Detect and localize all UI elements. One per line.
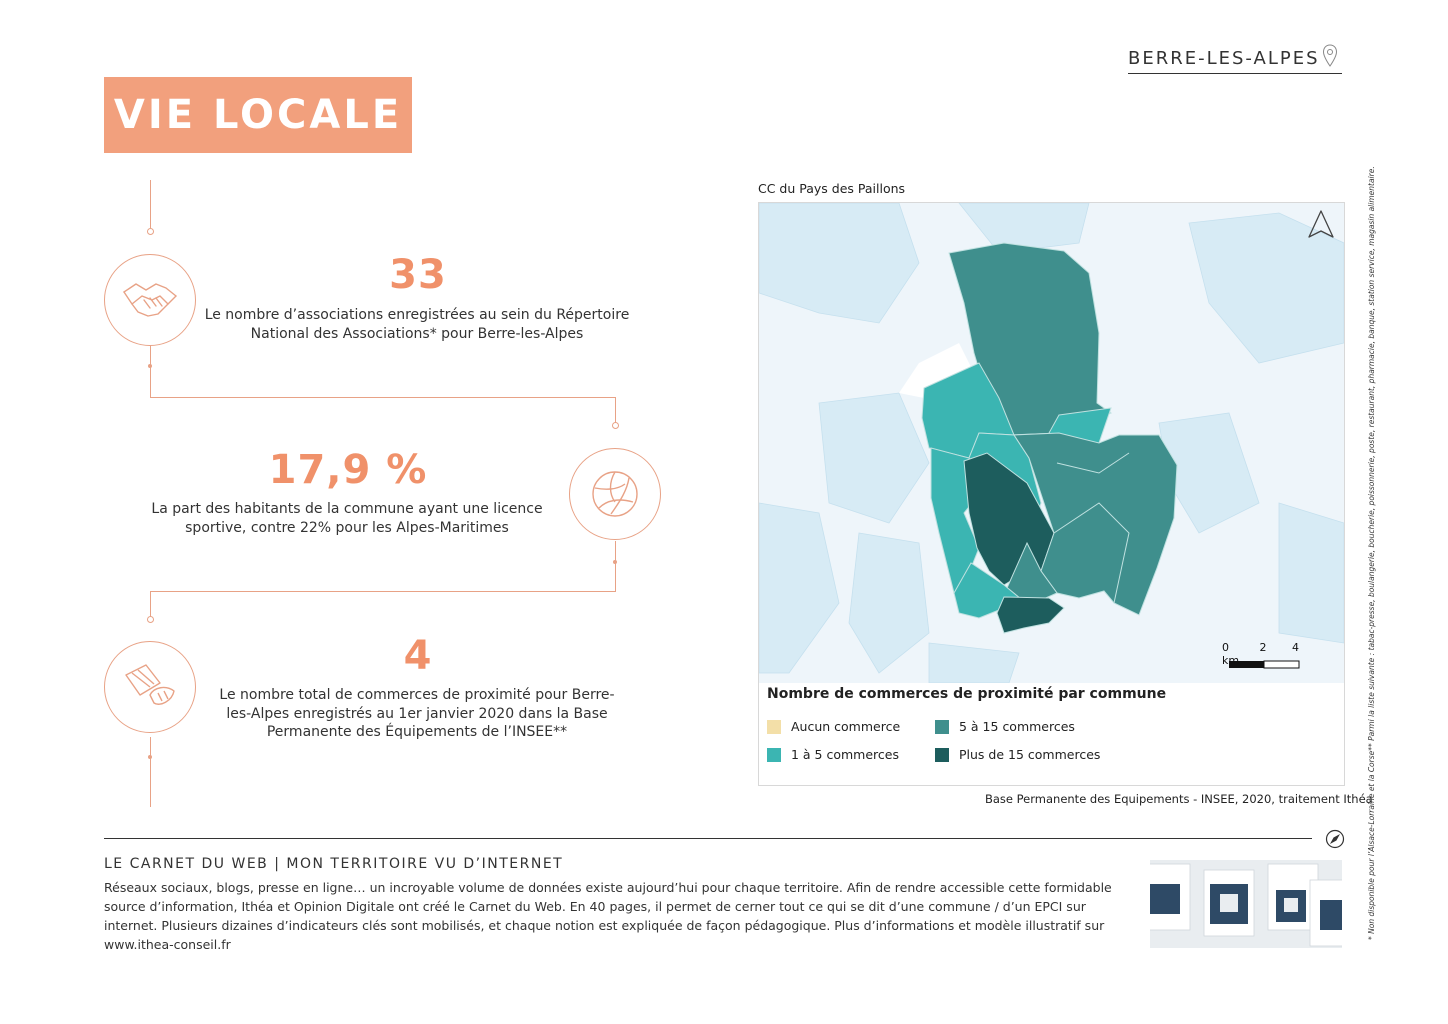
stat-value: 17,9 % <box>268 447 428 493</box>
timeline-line <box>150 397 616 398</box>
timeline-line <box>615 541 616 591</box>
stat-description-line: les-Alpes enregistrés au 1er janvier 2020 dans la Base <box>226 705 608 722</box>
footer-title: LE CARNET DU WEB | MON TERRITOIRE VU D’INTERNET <box>104 856 564 872</box>
location-pin-icon <box>1322 44 1338 72</box>
volleyball-icon <box>569 448 661 540</box>
commune-name: BERRE-LES-ALPES <box>1128 48 1342 74</box>
section-banner: VIE LOCALE <box>104 77 412 153</box>
timeline-line <box>150 737 151 807</box>
timeline-line <box>150 591 151 617</box>
scale-tick-label: 2 <box>1259 641 1267 654</box>
stat-description-line: sportive, contre 22% pour les Alpes-Maritimes <box>185 519 509 536</box>
stat-value: 33 <box>389 252 447 298</box>
stat-description <box>200 306 634 343</box>
side-footnote: * Non disponible pour l’Alsace-Lorraine et la Corse** Parmi la liste suivante : tabac-presse, boulangerie, boucherie, poissonnerie, poste, restaurant, pharmacie, banque, station service, magasin alimentaire. <box>1367 166 1376 940</box>
stat-description-line: National des Associations* pour Berre-les-Alpes <box>250 325 584 342</box>
timeline-node <box>147 616 154 623</box>
map-title: CC du Pays des Paillons <box>758 181 906 196</box>
legend-swatch <box>767 748 781 762</box>
timeline-node <box>613 560 617 564</box>
timeline-node <box>148 755 152 759</box>
scale-tick-label: 4 km <box>1222 641 1299 667</box>
timeline-line <box>150 345 151 397</box>
legend-item <box>767 719 900 734</box>
legend-item <box>767 747 899 762</box>
bread-croissant-icon <box>104 641 196 733</box>
legend-swatch <box>935 748 949 762</box>
legend-swatch <box>767 720 781 734</box>
timeline-node <box>612 422 619 429</box>
timeline-node <box>147 228 154 235</box>
legend-swatch <box>935 720 949 734</box>
timeline-line <box>150 180 151 228</box>
scale-labels <box>1222 641 1312 667</box>
scale-tick-label: 0 <box>1222 641 1229 654</box>
timeline-node <box>148 364 152 368</box>
footer-divider <box>104 838 1312 839</box>
legend-item <box>935 719 1075 734</box>
handshake-icon <box>104 254 196 346</box>
compass-icon <box>1325 829 1345 853</box>
map-source: Base Permanente des Equipements - INSEE, 2020, traitement Ithéa <box>985 792 1373 806</box>
legend-label: 5 à 15 commerces <box>959 719 1075 734</box>
stat-value: 4 <box>403 633 433 679</box>
legend-label: Plus de 15 commerces <box>959 747 1101 762</box>
legend-label: Aucun commerce <box>791 719 901 734</box>
stat-description-line: La part des habitants de la commune ayant une licence <box>151 501 543 517</box>
timeline-line <box>615 397 616 423</box>
legend-label: 1 à 5 commerces <box>791 747 899 762</box>
stat-description <box>210 686 624 742</box>
stat-description <box>140 500 554 537</box>
stat-description-line: Le nombre total de commerces de proximité pour Berre- <box>219 687 615 703</box>
stat-description-line: Permanente des Équipements de l’INSEE** <box>266 724 568 740</box>
legend-item <box>935 747 1100 762</box>
timeline-line <box>150 591 616 592</box>
legend-title: Nombre de commerces de proximité par commune <box>767 686 1167 702</box>
footer-text: Réseaux sociaux, blogs, presse en ligne… un incroyable volume de données existe aujourd’hui pour chaque territoire. Afin de rendre accessible cette formidable source d’information, Ithéa et Opinion Digitale ont créé le Carnet du Web. En 40 pages, il permet de cerner tout ce qui se dit d’une commune / d’un EPCI sur internet. Plusieurs dizaines d’indicateurs clés sont mobilisés, et chaque notion est expliquée de façon pédagogique. Plus d’informations et modèle illustratif sur www.ithea-conseil.fr <box>104 880 1112 952</box>
stat-description-line: Le nombre d’associations enregistrées au sein du Répertoire <box>204 307 630 323</box>
brochure-thumbnails <box>1150 860 1342 948</box>
